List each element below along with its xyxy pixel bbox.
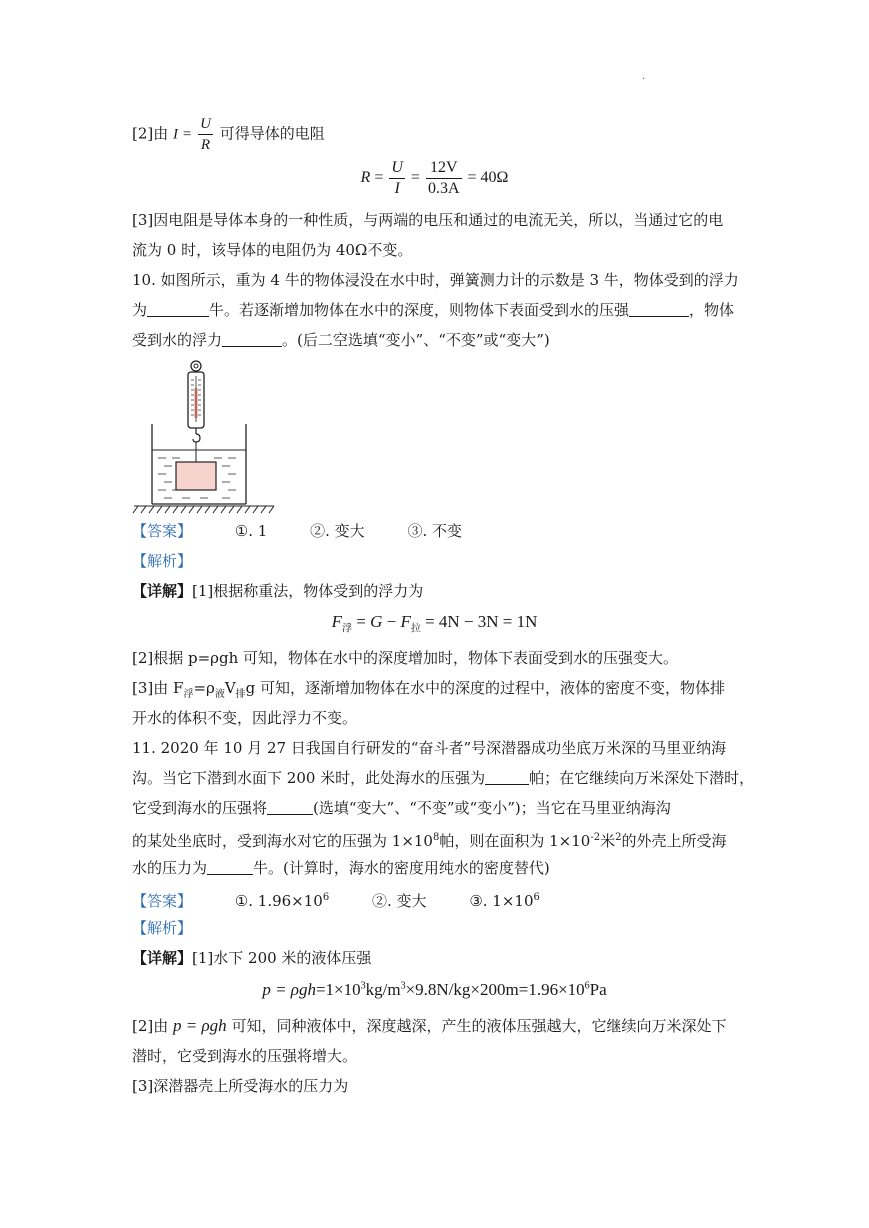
equation-resistance: R = $\frac{U}{I}$ = $\frac{12V}{0.3A}$ = 40Ω	[360, 159, 509, 197]
blank-5	[267, 800, 313, 815]
q10-stem-line3: 受到水的浮力 。(后二空选填“变小”、“不变”或“变大”)	[132, 331, 550, 349]
spring-scale-figure	[130, 358, 280, 514]
q11-detail2-line2: 潜时，它受到海水的压强将增大。	[132, 1047, 358, 1065]
blank-6	[207, 860, 253, 875]
q10-stem-line2: 为 牛。若逐渐增加物体在水中的深度，则物体下表面受到水的压强 ，物体	[132, 301, 735, 319]
equation-buoyancy: $F_浮 = G - F_拉 = 4N - 3N = 1N$	[331, 612, 538, 635]
q9-step2: [2]由 I = $\frac{U}{R}$ 可得导体的电阻	[132, 116, 325, 153]
blank-3	[222, 332, 282, 347]
q10-detail2: [2]根据 p=ρgh 可知，物体在水中的深度增加时，物体下表面受到水的压强变大。	[132, 649, 679, 667]
page-mark: ·	[642, 74, 646, 85]
q9-step3-line1: [3]因电阻是导体本身的一种性质，与两端的电压和通过的电流无关，所以，当通过它的电	[132, 211, 724, 229]
q11-stem-line3: 它受到海水的压强将 (选填“变大”、“不变”或“变小”)；当它在马里亚纳海沟	[132, 799, 671, 817]
q10-answer: 【答案】 ①. 1 ②. 变大 ③. 不变	[132, 522, 462, 540]
q11-analysis-label: 【解析】	[132, 919, 193, 937]
q11-stem-line5: 水的压力为 牛。(计算时，海水的密度用纯水的密度替代)	[132, 859, 550, 877]
q10-detail1: 【详解】[1]根据称重法，物体受到的浮力为	[132, 582, 424, 600]
equation-pressure: $p = \rho gh=1\times 10^3kg/m^3\times 9.8N/kg\times 200m=1.96\times 10^6Pa$	[262, 980, 607, 999]
blank-4	[485, 770, 529, 785]
submerged-block	[176, 462, 216, 490]
q11-detail1: 【详解】[1]水下 200 米的液体压强	[132, 949, 372, 967]
q10-detail3-line2: 开水的体积不变，因此浮力不变。	[132, 709, 358, 727]
q11-detail2-line1: [2]由 p = ρgh 可知，同种液体中，深度越深，产生的液体压强越大，它继续向万米深处下	[132, 1016, 727, 1035]
q9-step3-line2: 流为 0 时，该导体的电阻仍为 40Ω不变。	[132, 241, 413, 259]
q10-analysis-label: 【解析】	[132, 552, 193, 570]
spring-scale-icon	[188, 361, 204, 462]
table-surface-icon	[133, 506, 274, 513]
q11-stem-line1: 11. 2020 年 10 月 27 日我国自行研发的“奋斗者”号深潜器成功坐底万米深的马里亚纳海	[132, 739, 727, 757]
blank-1	[147, 302, 209, 317]
fraction-u-over-r: $\frac{U}{R}$	[200, 116, 211, 153]
blank-2	[629, 302, 689, 317]
q11-answer: 【答案】 ①. $1.96\times 10^6$ ②. 变大 ③. $1\times 10^6$	[132, 892, 540, 910]
q10-stem-line1: 10. 如图所示，重为 4 牛的物体浸没在水中时，弹簧测力计的示数是 3 牛，物体受到的浮力	[132, 271, 739, 289]
q11-detail3: [3]深潜器壳上所受海水的压力为	[132, 1077, 349, 1095]
q11-stem-line2: 沟。当它下潜到水面下 200 米时，此处海水的压强为 帕；在它继续向万米深处下潜时，	[132, 769, 755, 787]
q11-stem-line4: 的某处坐底时，受到海水对它的压强为 $1\times 10^8$帕，则在面积为 $1\times 10^{-2}$米$^2$的外壳上所受海	[132, 832, 727, 850]
q10-detail3-line1: [3]由 $F_浮=\rho_液V_排g$ 可知，逐渐增加物体在水中的深度的过程中，液体的密度不变，物体排	[132, 679, 726, 700]
